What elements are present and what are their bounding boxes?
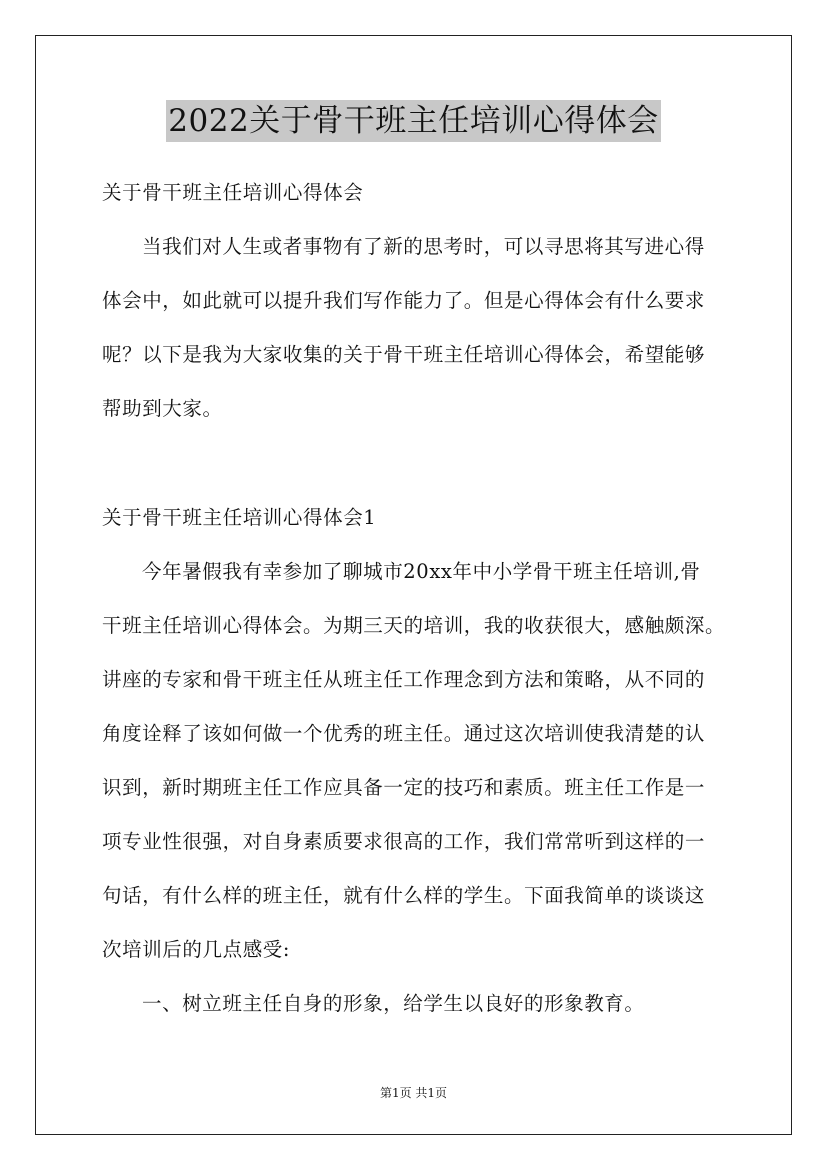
point-heading: 一、树立班主任自身的形象，给学生以良好的形象教育。 [142,992,645,1015]
body-line: 识到，新时期班主任工作应具备一定的技巧和素质。班主任工作是一 [102,776,706,799]
section-heading: 关于骨干班主任培训心得体会1 [102,506,377,529]
intro-line: 帮助到大家。 [102,397,223,420]
body-line: 今年暑假我有幸参加了聊城市20xx年中小学骨干班主任培训,骨 [142,560,701,583]
body-line: 次培训后的几点感受: [102,938,291,961]
intro-line: 呢？以下是我为大家收集的关于骨干班主任培训心得体会，希望能够 [102,343,706,366]
body-line: 干班主任培训心得体会。为期三天的培训，我的收获很大，感触颇深。 [102,614,726,637]
intro-line: 当我们对人生或者事物有了新的思考时，可以寻思将其写进心得 [142,235,705,258]
body-line: 角度诠释了该如何做一个优秀的班主任。通过这次培训使我清楚的认 [102,722,706,745]
document-title: 2022关于骨干班主任培训心得体会 [166,100,660,142]
body-line: 句话，有什么样的班主任，就有什么样的学生。下面我简单的谈谈这 [102,884,706,907]
page-footer [0,1085,827,1101]
intro-line: 体会中，如此就可以提升我们写作能力了。但是心得体会有什么要求 [102,289,706,312]
body-line: 项专业性很强，对自身素质要求很高的工作，我们常常听到这样的一 [102,830,706,853]
page-number: 第1页 共1页 [379,1086,448,1100]
subtitle: 关于骨干班主任培训心得体会 [102,181,364,204]
title-container [0,100,827,142]
body-line: 讲座的专家和骨干班主任从班主任工作理念到方法和策略，从不同的 [102,668,706,691]
